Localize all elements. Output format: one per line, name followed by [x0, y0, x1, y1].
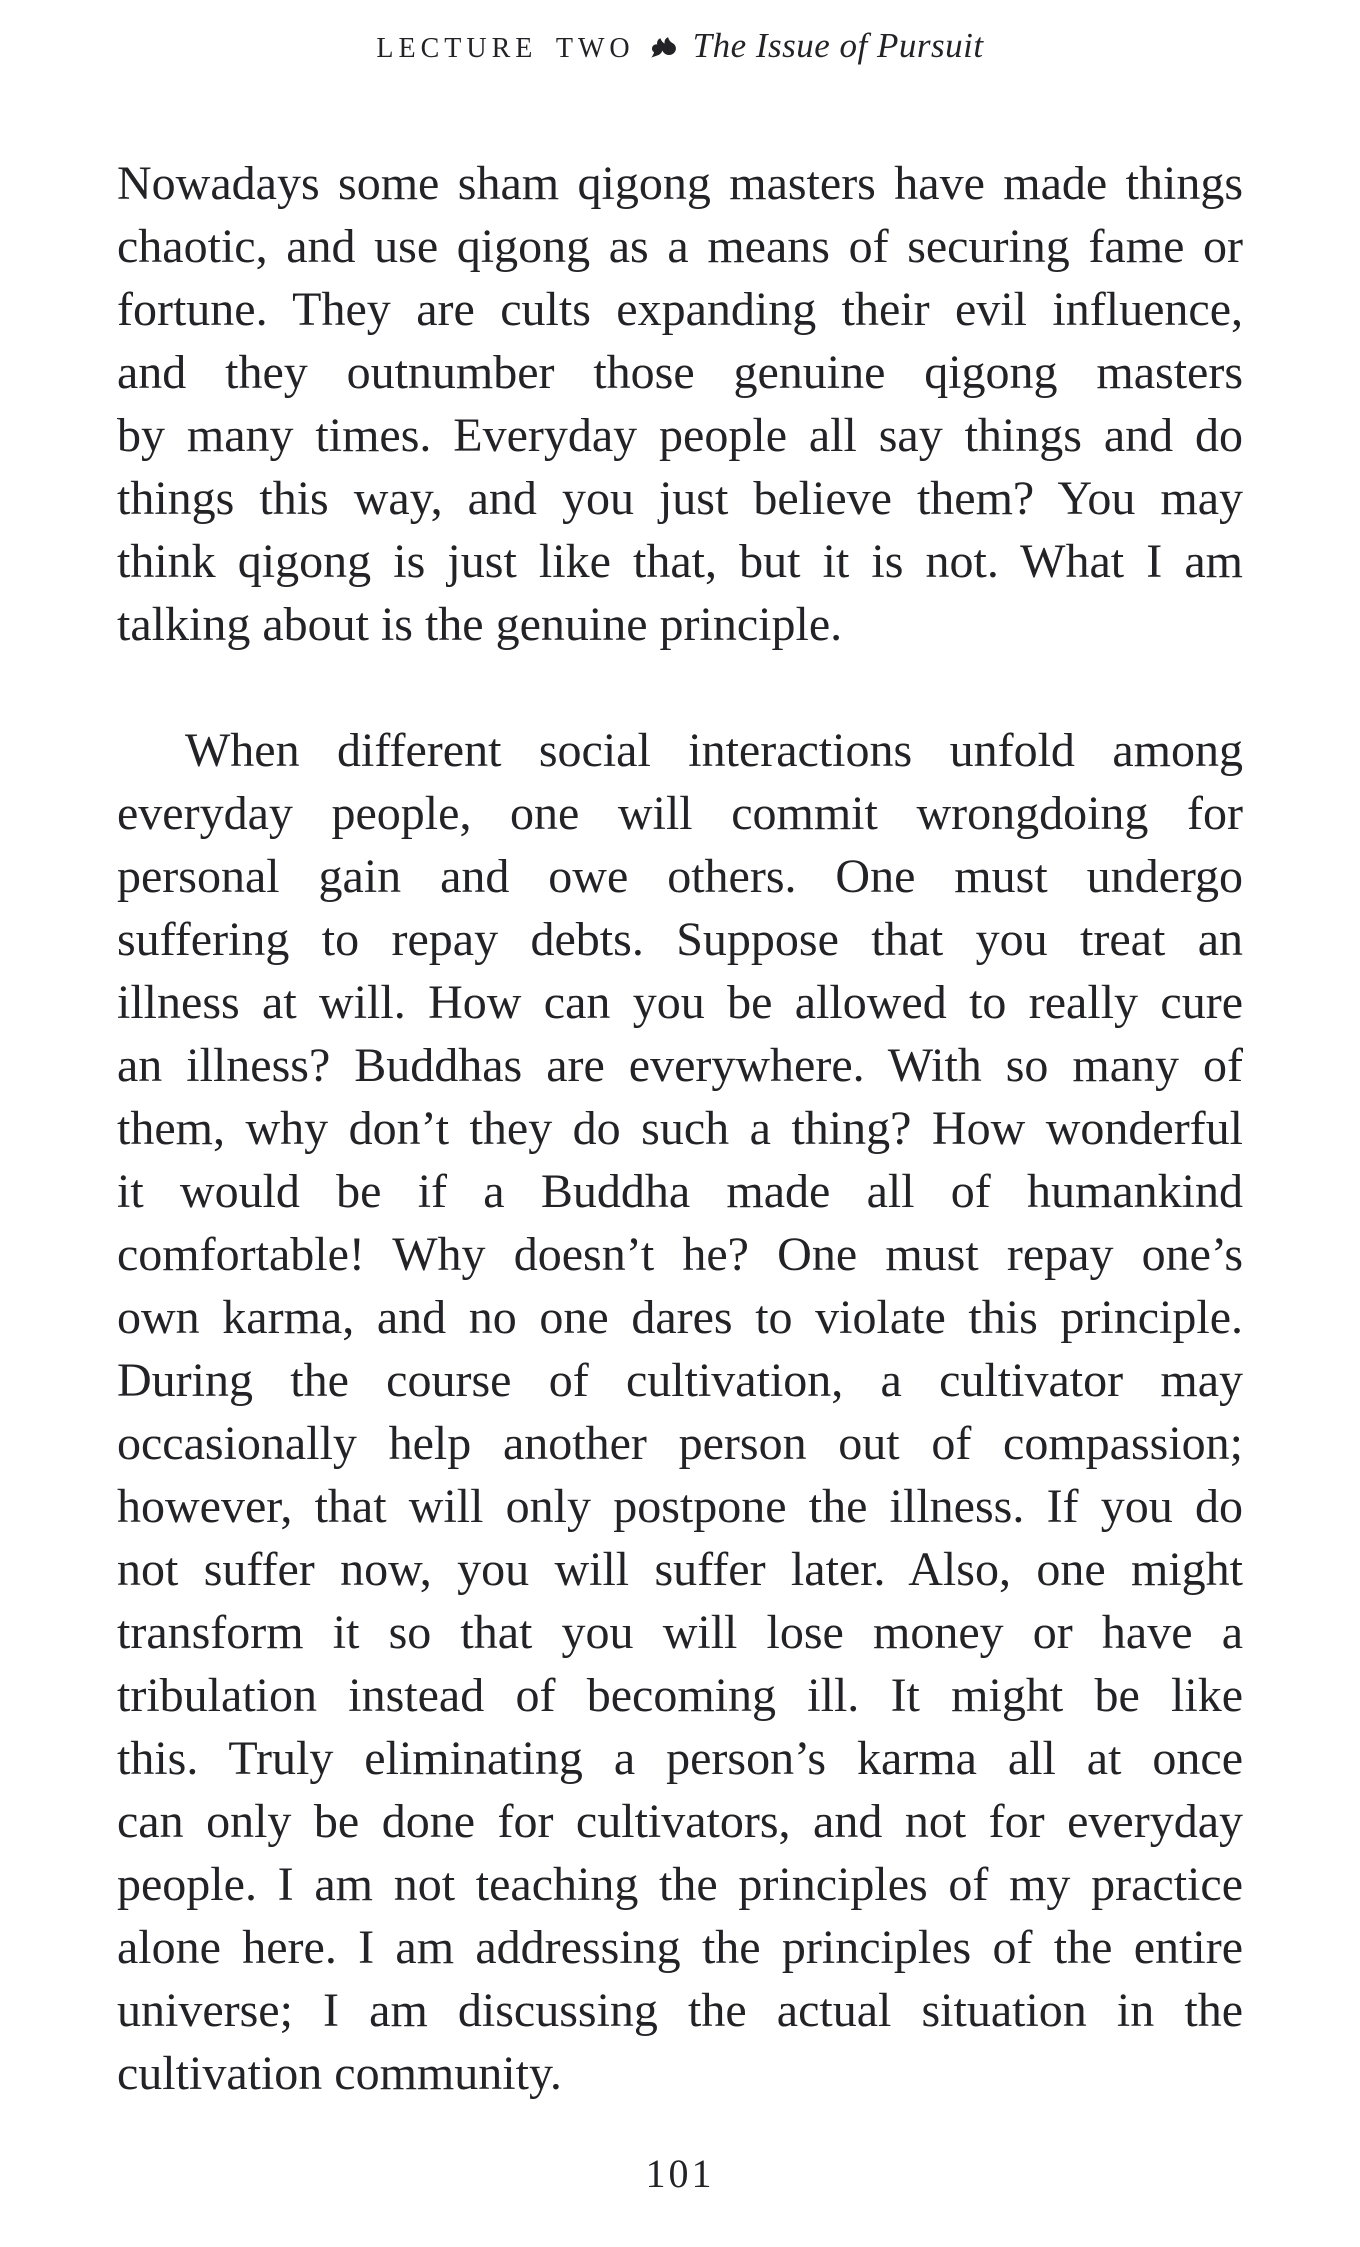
text-line: Nowadays some sham qigong masters have made things	[117, 157, 1243, 210]
chapter-title: The Issue of Pursuit	[692, 26, 984, 65]
leaf-fleuron-icon	[649, 36, 677, 60]
text-line: occasionally help another person out of compassion;	[117, 1417, 1243, 1470]
text-line: cultivation community.	[117, 2047, 562, 2100]
text-line: it would be if a Buddha made all of humankind	[117, 1165, 1243, 1218]
text-line: alone here. I am addressing the principles of the entire	[117, 1921, 1243, 1974]
text-line: suffering to repay debts. Suppose that you treat an	[117, 913, 1243, 966]
paragraph-2	[117, 719, 1243, 2105]
text-line: think qigong is just like that, but it is not. What I am	[117, 535, 1243, 588]
text-line: however, that will only postpone the illness. If you do	[117, 1480, 1243, 1533]
text-line: personal gain and owe others. One must undergo	[117, 850, 1243, 903]
text-line: universe; I am discussing the actual situation in the	[117, 1984, 1243, 2037]
text-line: them, why don’t they do such a thing? How wonderful	[117, 1102, 1243, 1155]
text-line: and they outnumber those genuine qigong masters	[117, 346, 1243, 399]
text-line: things this way, and you just believe them? You may	[117, 472, 1243, 525]
body-text	[117, 152, 1243, 2105]
section-label: LECTURE TWO	[376, 33, 635, 64]
paragraph-1	[117, 152, 1243, 656]
running-header	[0, 26, 1360, 66]
page-number: 101	[645, 2151, 715, 2196]
text-line: everyday people, one will commit wrongdoing for	[117, 787, 1243, 840]
text-line: transform it so that you will lose money or have a	[117, 1606, 1243, 1659]
text-line: illness at will. How can you be allowed to really cure	[117, 976, 1243, 1029]
text-line: own karma, and no one dares to violate this principle.	[117, 1291, 1243, 1344]
text-line: When different social interactions unfold among	[185, 724, 1243, 777]
text-line: tribulation instead of becoming ill. It might be like	[117, 1669, 1243, 1722]
text-line: people. I am not teaching the principles of my practice	[117, 1858, 1243, 1911]
text-line: by many times. Everyday people all say things and do	[117, 409, 1243, 462]
text-line: can only be done for cultivators, and not for everyday	[117, 1795, 1243, 1848]
text-line: this. Truly eliminating a person’s karma all at once	[117, 1732, 1243, 1785]
text-line: comfortable! Why doesn’t he? One must repay one’s	[117, 1228, 1243, 1281]
text-line: chaotic, and use qigong as a means of securing fame or	[117, 220, 1243, 273]
text-line: not suffer now, you will suffer later. Also, one might	[117, 1543, 1243, 1596]
text-line: talking about is the genuine principle.	[117, 598, 843, 651]
text-line: During the course of cultivation, a cultivator may	[117, 1354, 1243, 1407]
text-line: an illness? Buddhas are everywhere. With so many of	[117, 1039, 1243, 1092]
text-line: fortune. They are cults expanding their evil influence,	[117, 283, 1243, 336]
